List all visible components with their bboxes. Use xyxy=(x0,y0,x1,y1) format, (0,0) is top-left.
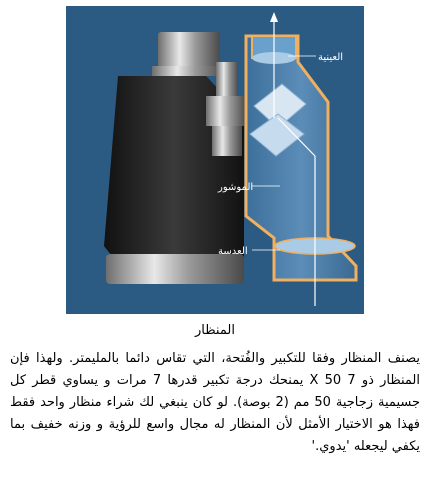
binoculars-diagram xyxy=(66,6,364,314)
label-eyepiece: العينية xyxy=(318,52,344,63)
focus-knob xyxy=(216,62,238,100)
label-prism: الموشور xyxy=(218,182,254,193)
hinge-upper xyxy=(206,96,246,126)
left-eyepiece-cap xyxy=(158,32,220,68)
left-objective-ring xyxy=(106,254,244,284)
figure-caption: المنظار xyxy=(195,323,235,338)
binoculars-illustration xyxy=(66,6,364,314)
body-paragraph: يصنف المنظار وفقا للتكبير والفُتحة، التي تقاس دائما بالمليمتر. ولهذا فإن المنظار ذو 7 X 50 يمنحك درجة تكبير قدرها 7 مرات و يساوي قطر كل جسيمية زجاجية 50 مم (2 بوصة). لو كان ينبغي لك شراء منظار واحد فقط فهذا هو الاختيار الأمثل لأن المنظار له مجال واسع للرؤية و وزنه خفيف بما يكفي ليجعله 'يدوي.' xyxy=(10,351,421,454)
label-lens: العدسة xyxy=(218,246,248,257)
hinge-lower xyxy=(212,126,242,156)
left-eyepiece-ring xyxy=(152,66,224,76)
